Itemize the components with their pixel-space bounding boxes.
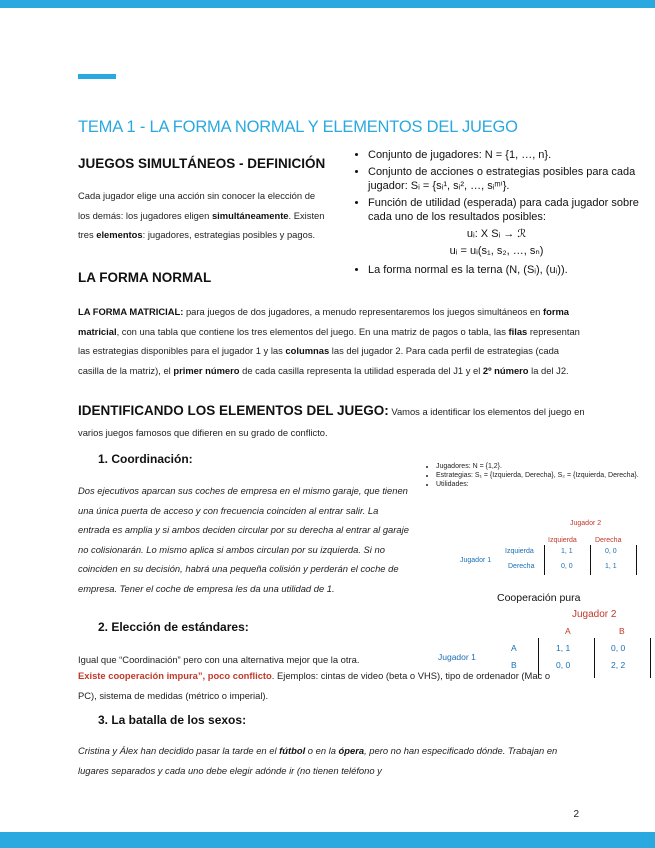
bullet-players: • Jugadores: N = {1,2}.: [436, 462, 651, 471]
bullet-strategies: • Estrategias: S₁ = {Izquierda, Derecha}, S₂ = {Izquierda, Derecha}.: [436, 471, 651, 480]
section-heading-forma-normal: LA FORMA NORMAL: [78, 270, 212, 285]
definition-paragraph: [78, 186, 328, 245]
matrix-col-derecha: Derecha: [595, 537, 622, 544]
text: , pero no han especificado dónde. Trabajan en lugares separados y cada uno debe elegir adónde ir (no tienen teléfono y: [78, 745, 558, 776]
table-divider: [650, 638, 651, 678]
matrix-player1-label: Jugador 1: [460, 557, 492, 564]
formula-utility-map: uᵢ: X Sᵢ → ℛ: [466, 227, 527, 240]
matrix-divider: [544, 545, 545, 575]
bold-text: simultáneamente: [211, 209, 289, 221]
pure-col-a: A: [565, 626, 571, 636]
pure-player1-label: Jugador 1: [438, 652, 476, 662]
pure-player2-label: Jugador 2: [572, 609, 617, 620]
matrix-row-derecha: Derecha: [508, 563, 535, 570]
page-number: 2: [573, 809, 579, 820]
bold-text: primer número: [173, 364, 240, 376]
text: de cada casilla representa la utilidad esperada del J1 y el: [239, 364, 483, 376]
bullet-players: • Conjunto de jugadores: N = {1, …, n}.: [368, 148, 639, 163]
page-title: TEMA 1 - LA FORMA NORMAL Y ELEMENTOS DEL JUEGO: [78, 118, 518, 136]
table-cell: 2, 2: [611, 660, 626, 670]
text: Cristina y Álex han decidido pasar la tarde en el: [78, 745, 280, 756]
matrix-cell: 0, 0: [605, 548, 617, 555]
bold-text: columnas: [285, 345, 330, 356]
matrix-col-izquierda: Izquierda: [548, 537, 577, 544]
identify-paragraph: [78, 400, 588, 443]
matrix-cell: 1, 1: [605, 563, 617, 570]
heading-batalla-sexos: 3. La batalla de los sexos:: [98, 713, 247, 727]
pure-col-b: B: [619, 626, 625, 636]
text: la del J2.: [528, 364, 569, 376]
matrix-divider: [590, 545, 591, 575]
bold-text: LA FORMA MATRICIAL:: [78, 306, 184, 317]
text: las del jugador 2. Para cada perfil de estrategias (cada casilla de la matriz), el: [78, 345, 560, 376]
section-heading-simultaneos: JUEGOS SIMULTÁNEOS - DEFINICIÓN: [78, 156, 326, 171]
table-cell: 0, 0: [556, 660, 571, 670]
coordinacion-paragraph: Dos ejecutivos aparcan sus coches de empresa en el mismo garaje, que tienen una única puerta de acceso y con frecuencia coinciden al entrar salir. La entrada es amplia y si ambos deciden circular por su derecha al entrar al garaje no colisionarán. Lo mismo aplica si ambos circulan por su izquierda. Si no coinciden en su decisión, habrá una pequeña colisión y perderán el coche de empresa. Tener el coche de empresa les da una utilidad de 1.: [78, 485, 409, 594]
eleccion-first-line: Igual que “Coordinación” pero con una alternativa mejor que la otra.: [78, 654, 360, 665]
text: , con una tabla que contiene los tres elementos del juego. En una matriz de pagos o tabla, las: [116, 325, 509, 337]
coordinacion-bullets: [426, 462, 651, 489]
bullet-utilities: • Utilidades:: [436, 480, 651, 489]
eleccion-paragraph: [78, 666, 558, 705]
bold-text: forma matricial: [78, 306, 570, 337]
accent-line: [78, 74, 116, 79]
text: para juegos de dos jugadores, a menudo representaremos los juegos simultáneos en: [183, 306, 543, 317]
bottom-bar: [0, 832, 655, 848]
bold-text: elementos: [96, 229, 143, 240]
identify-heading: IDENTIFICANDO LOS ELEMENTOS DEL JUEGO:: [78, 403, 389, 418]
bold-text: 2º número: [482, 364, 529, 376]
pure-cooperation-caption: Cooperación pura: [497, 592, 581, 604]
heading-eleccion-estandares: 2. Elección de estándares:: [98, 620, 249, 634]
text: . Ejemplos: cintas de video (beta o VHS), tipo de ordenador (Mac o PC), sistema de medidas (métrico o imperial).: [78, 670, 551, 701]
bold-text: filas: [508, 325, 528, 337]
top-bar: [0, 0, 655, 8]
matrix-row-izquierda: Izquierda: [505, 548, 534, 555]
text: o en la: [305, 745, 339, 756]
pure-row-a: A: [511, 643, 517, 653]
highlight-text: Existe cooperación impura”, poco conflicto: [78, 670, 272, 681]
definition-bullets: [354, 148, 639, 279]
table-divider: [594, 638, 595, 678]
table-cell: 1, 1: [556, 643, 571, 653]
matrix-cell: 1, 1: [561, 548, 573, 555]
formula-utility: uᵢ = uᵢ(s₁, s₂, …, sₙ): [449, 245, 544, 257]
batalla-paragraph: [78, 741, 578, 780]
pure-row-b: B: [511, 660, 517, 670]
table-cell: 0, 0: [611, 643, 626, 653]
bold-text: ópera: [338, 745, 365, 756]
matrix-divider: [636, 545, 637, 575]
matrix-cell: 0, 0: [561, 563, 573, 570]
text: Vamos a identificar los elementos del juego en varios juegos famosos que difieren en su grado de conflicto.: [78, 406, 585, 438]
text: . Existen tres: [78, 209, 325, 240]
bullet-normal-form: • La forma normal es la terna (N, (Sᵢ), (uᵢ)).: [368, 263, 639, 278]
bullet-utility: • Función de utilidad (esperada) para cada jugador sobre cada uno de los resultados posibles:: [368, 196, 639, 225]
matrix-player2-label: Jugador 2: [570, 520, 602, 527]
text: representan las estrategias disponibles para el jugador 1 y las: [78, 325, 580, 356]
heading-coordinacion: 1. Coordinación:: [98, 452, 193, 466]
text: : jugadores, estrategias posibles y pagos.: [142, 229, 316, 240]
matricial-paragraph: [78, 302, 584, 380]
bold-text: fútbol: [279, 745, 306, 756]
bullet-strategies: • Conjunto de acciones o estrategias posibles para cada jugador: Sᵢ = {sᵢ¹, sᵢ², …, sᵢᵐⁱ}.: [368, 165, 639, 194]
text: Cada jugador elige una acción sin conocer la elección de los demás: los jugadores eligen: [78, 190, 316, 221]
